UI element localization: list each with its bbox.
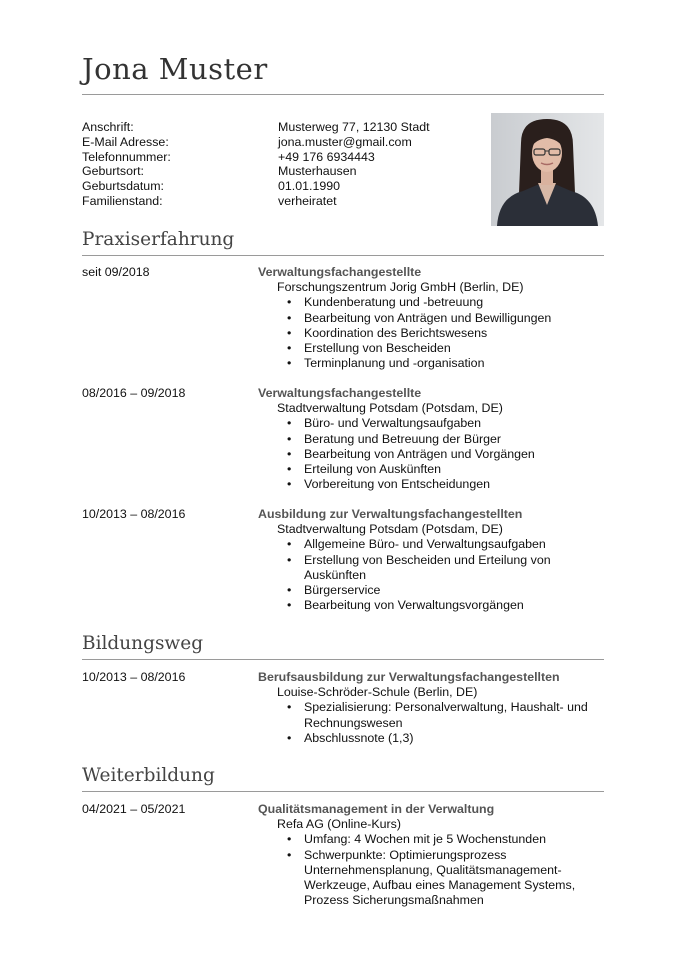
entry-bullets — [258, 537, 604, 613]
entry-role: Ausbildung zur Verwaltungsfachangestellten — [258, 507, 523, 521]
bullet-item: • Erteilung von Auskünften — [258, 462, 604, 477]
bullet-item: • Erstellung von Bescheiden — [258, 341, 604, 356]
section-title-work-experience: Praxiserfahrung — [82, 229, 235, 250]
bullet-item: • Beratung und Betreuung der Bürger — [258, 432, 604, 447]
personal-label: Telefonnummer: — [82, 149, 171, 164]
section-divider — [82, 791, 604, 792]
personal-value: Musterweg 77, 12130 Stadt — [278, 120, 430, 134]
bullet-item: • Kundenberatung und -betreuung — [258, 295, 604, 310]
personal-row-marital-status — [82, 194, 482, 209]
entry-organization: Stadtverwaltung Potsdam (Potsdam, DE) — [277, 401, 503, 416]
section-divider — [82, 659, 604, 660]
bullet-item: • Koordination des Berichtswesens — [258, 326, 604, 341]
bullet-item: • Vorbereitung von Entscheidungen — [258, 477, 604, 492]
personal-label: Geburtsdatum: — [82, 179, 164, 194]
personal-value: verheiratet — [278, 193, 337, 208]
section-title-education: Bildungsweg — [82, 633, 204, 654]
bullet-item: • Bearbeitung von Anträgen und Vorgängen — [258, 447, 604, 462]
personal-value: +49 176 6934443 — [278, 149, 375, 164]
entry-date: 10/2013 – 08/2016 — [82, 507, 186, 521]
bullet-item: • Spezialisierung: Personalverwaltung, Haushalt- und Rechnungswesen — [258, 700, 604, 730]
entry-organization: Forschungszentrum Jorig GmbH (Berlin, DE) — [277, 280, 524, 295]
entry-role: Berufsausbildung zur Verwaltungsfachangestellten — [258, 670, 560, 684]
entry-content — [258, 670, 604, 746]
personal-row-phone — [82, 150, 482, 165]
entry-role: Qualitätsmanagement in der Verwaltung — [258, 802, 495, 816]
entry-bullets — [258, 700, 604, 746]
entry-content — [258, 802, 604, 908]
bullet-item: • Schwerpunkte: Optimierungsprozess Unternehmensplanung, Qualitätsmanagement-Werkzeuge, Aufbau eines Management Systems, Prozess Sicherungsmaßnahmen — [258, 848, 604, 909]
entry-content — [258, 386, 604, 492]
section-title-further-training: Weiterbildung — [82, 765, 215, 786]
bullet-item: • Umfang: 4 Wochen mit je 5 Wochenstunden — [258, 832, 604, 847]
bullet-item: • Abschlussnote (1,3) — [258, 731, 604, 746]
entry-organization: Stadtverwaltung Potsdam (Potsdam, DE) — [277, 522, 503, 537]
entry-content — [258, 265, 604, 371]
personal-label: E-Mail Adresse: — [82, 134, 169, 149]
entry-date: seit 09/2018 — [82, 265, 150, 279]
personal-label: Familienstand: — [82, 193, 163, 208]
entry-role: Verwaltungsfachangestellte — [258, 265, 422, 279]
entry-role: Verwaltungsfachangestellte — [258, 386, 422, 400]
bullet-item: • Büro- und Verwaltungsaufgaben — [258, 416, 604, 431]
personal-value: Musterhausen — [278, 164, 357, 179]
entry-bullets — [258, 295, 604, 371]
bullet-item: • Allgemeine Büro- und Verwaltungsaufgaben — [258, 537, 604, 552]
personal-label: Geburtsort: — [82, 164, 144, 179]
section-divider — [82, 255, 604, 256]
personal-row-birthplace — [82, 164, 482, 179]
entry-bullets — [258, 416, 604, 492]
personal-value: jona.muster@gmail.com — [278, 134, 412, 149]
profile-photo — [491, 113, 604, 226]
personal-value: 01.01.1990 — [278, 179, 341, 194]
candidate-name: Jona Muster — [82, 52, 268, 86]
bullet-item: • Erstellung von Bescheiden und Erteilung von Auskünften — [258, 553, 604, 583]
personal-label: Anschrift: — [82, 120, 134, 134]
personal-row-email — [82, 135, 482, 150]
entry-content — [258, 507, 604, 613]
entry-organization: Refa AG (Online-Kurs) — [277, 817, 401, 832]
bullet-item: • Bearbeitung von Verwaltungsvorgängen — [258, 598, 604, 613]
entry-bullets — [258, 832, 604, 908]
entry-date: 08/2016 – 09/2018 — [82, 386, 186, 400]
entry-date: 04/2021 – 05/2021 — [82, 802, 186, 816]
personal-row-address — [82, 120, 482, 135]
entry-date: 10/2013 – 08/2016 — [82, 670, 186, 684]
personal-details — [82, 120, 482, 209]
bullet-item: • Terminplanung und -organisation — [258, 356, 604, 371]
entry-organization: Louise-Schröder-Schule (Berlin, DE) — [277, 685, 478, 700]
personal-row-birthdate — [82, 179, 482, 194]
header-divider — [82, 94, 604, 95]
bullet-item: • Bürgerservice — [258, 583, 604, 598]
bullet-item: • Bearbeitung von Anträgen und Bewilligungen — [258, 311, 604, 326]
